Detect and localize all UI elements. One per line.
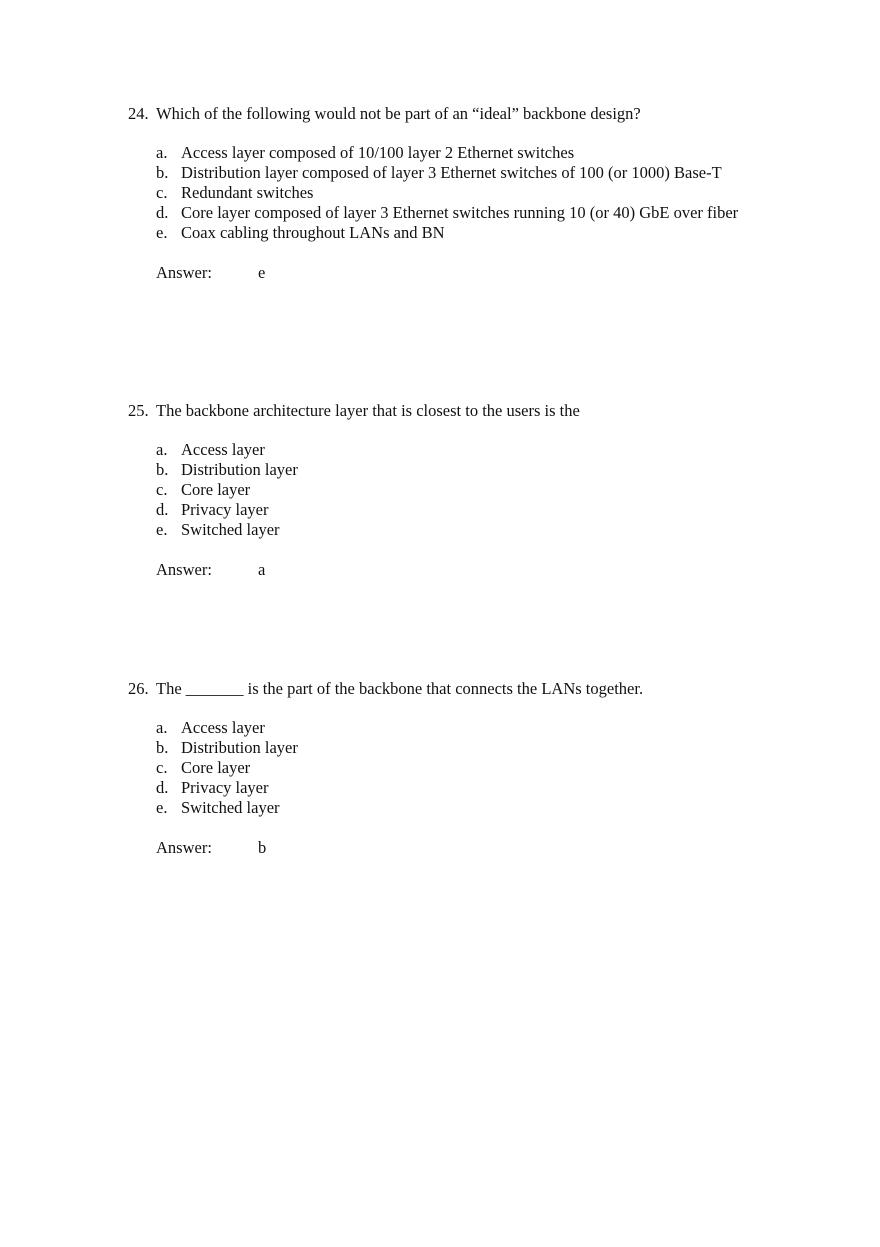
option-letter: e. bbox=[156, 798, 168, 817]
option-text: Coax cabling throughout LANs and BN bbox=[181, 223, 445, 242]
option-a bbox=[156, 718, 788, 738]
option-e bbox=[156, 798, 788, 818]
option-c bbox=[156, 758, 788, 778]
question-24 bbox=[128, 104, 788, 283]
option-letter: c. bbox=[156, 183, 168, 202]
option-e bbox=[156, 520, 788, 540]
question-text: The backbone architecture layer that is closest to the users is the bbox=[156, 401, 580, 420]
answer-label: Answer: bbox=[156, 560, 212, 579]
option-text: Core layer composed of layer 3 Ethernet switches running 10 (or 40) GbE over fiber bbox=[181, 203, 739, 222]
option-c bbox=[156, 183, 788, 203]
option-letter: a. bbox=[156, 440, 168, 459]
answer-line bbox=[156, 560, 788, 580]
question-stem bbox=[128, 679, 788, 699]
option-text: Distribution layer composed of layer 3 Ethernet switches of 100 (or 1000) Base-T bbox=[181, 163, 722, 182]
option-letter: a. bbox=[156, 718, 168, 737]
option-text: Access layer bbox=[181, 718, 265, 737]
answer-value: a bbox=[258, 560, 266, 579]
option-letter: c. bbox=[156, 758, 168, 777]
question-number: 25. bbox=[128, 401, 149, 420]
question-stem bbox=[128, 104, 788, 124]
option-letter: d. bbox=[156, 203, 169, 222]
option-a bbox=[156, 440, 788, 460]
question-25 bbox=[128, 401, 788, 580]
answer-line bbox=[156, 263, 788, 283]
option-letter: e. bbox=[156, 223, 168, 242]
option-letter: e. bbox=[156, 520, 168, 539]
answer-label: Answer: bbox=[156, 838, 212, 857]
option-text: Switched layer bbox=[181, 520, 280, 539]
option-text: Core layer bbox=[181, 758, 251, 777]
answer-line bbox=[156, 838, 788, 858]
question-text: Which of the following would not be part of an “ideal” backbone design? bbox=[156, 104, 641, 123]
option-text: Privacy layer bbox=[181, 778, 269, 797]
option-text: Distribution layer bbox=[181, 738, 298, 757]
answer-label: Answer: bbox=[156, 263, 212, 282]
option-b bbox=[156, 738, 788, 758]
option-letter: b. bbox=[156, 460, 169, 479]
option-text: Redundant switches bbox=[181, 183, 314, 202]
question-stem bbox=[128, 401, 788, 421]
question-number: 24. bbox=[128, 104, 149, 123]
question-text: The _______ is the part of the backbone that connects the LANs together. bbox=[156, 679, 644, 698]
option-d bbox=[156, 778, 788, 798]
option-letter: a. bbox=[156, 143, 168, 162]
option-letter: d. bbox=[156, 778, 169, 797]
option-letter: b. bbox=[156, 738, 169, 757]
option-text: Access layer bbox=[181, 440, 265, 459]
option-text: Privacy layer bbox=[181, 500, 269, 519]
option-text: Core layer bbox=[181, 480, 251, 499]
option-list bbox=[156, 440, 788, 540]
option-letter: d. bbox=[156, 500, 169, 519]
option-text: Switched layer bbox=[181, 798, 280, 817]
option-b bbox=[156, 163, 788, 183]
option-letter: b. bbox=[156, 163, 169, 182]
option-text: Access layer composed of 10/100 layer 2 Ethernet switches bbox=[181, 143, 575, 162]
option-a bbox=[156, 143, 788, 163]
option-d bbox=[156, 500, 788, 520]
option-e bbox=[156, 223, 788, 243]
option-text: Distribution layer bbox=[181, 460, 298, 479]
option-list bbox=[156, 143, 788, 243]
option-d bbox=[156, 203, 788, 223]
option-b bbox=[156, 460, 788, 480]
option-c bbox=[156, 480, 788, 500]
answer-value: e bbox=[258, 263, 266, 282]
answer-value: b bbox=[258, 838, 267, 857]
option-list bbox=[156, 718, 788, 818]
question-26 bbox=[128, 679, 788, 858]
option-letter: c. bbox=[156, 480, 168, 499]
question-number: 26. bbox=[128, 679, 149, 698]
